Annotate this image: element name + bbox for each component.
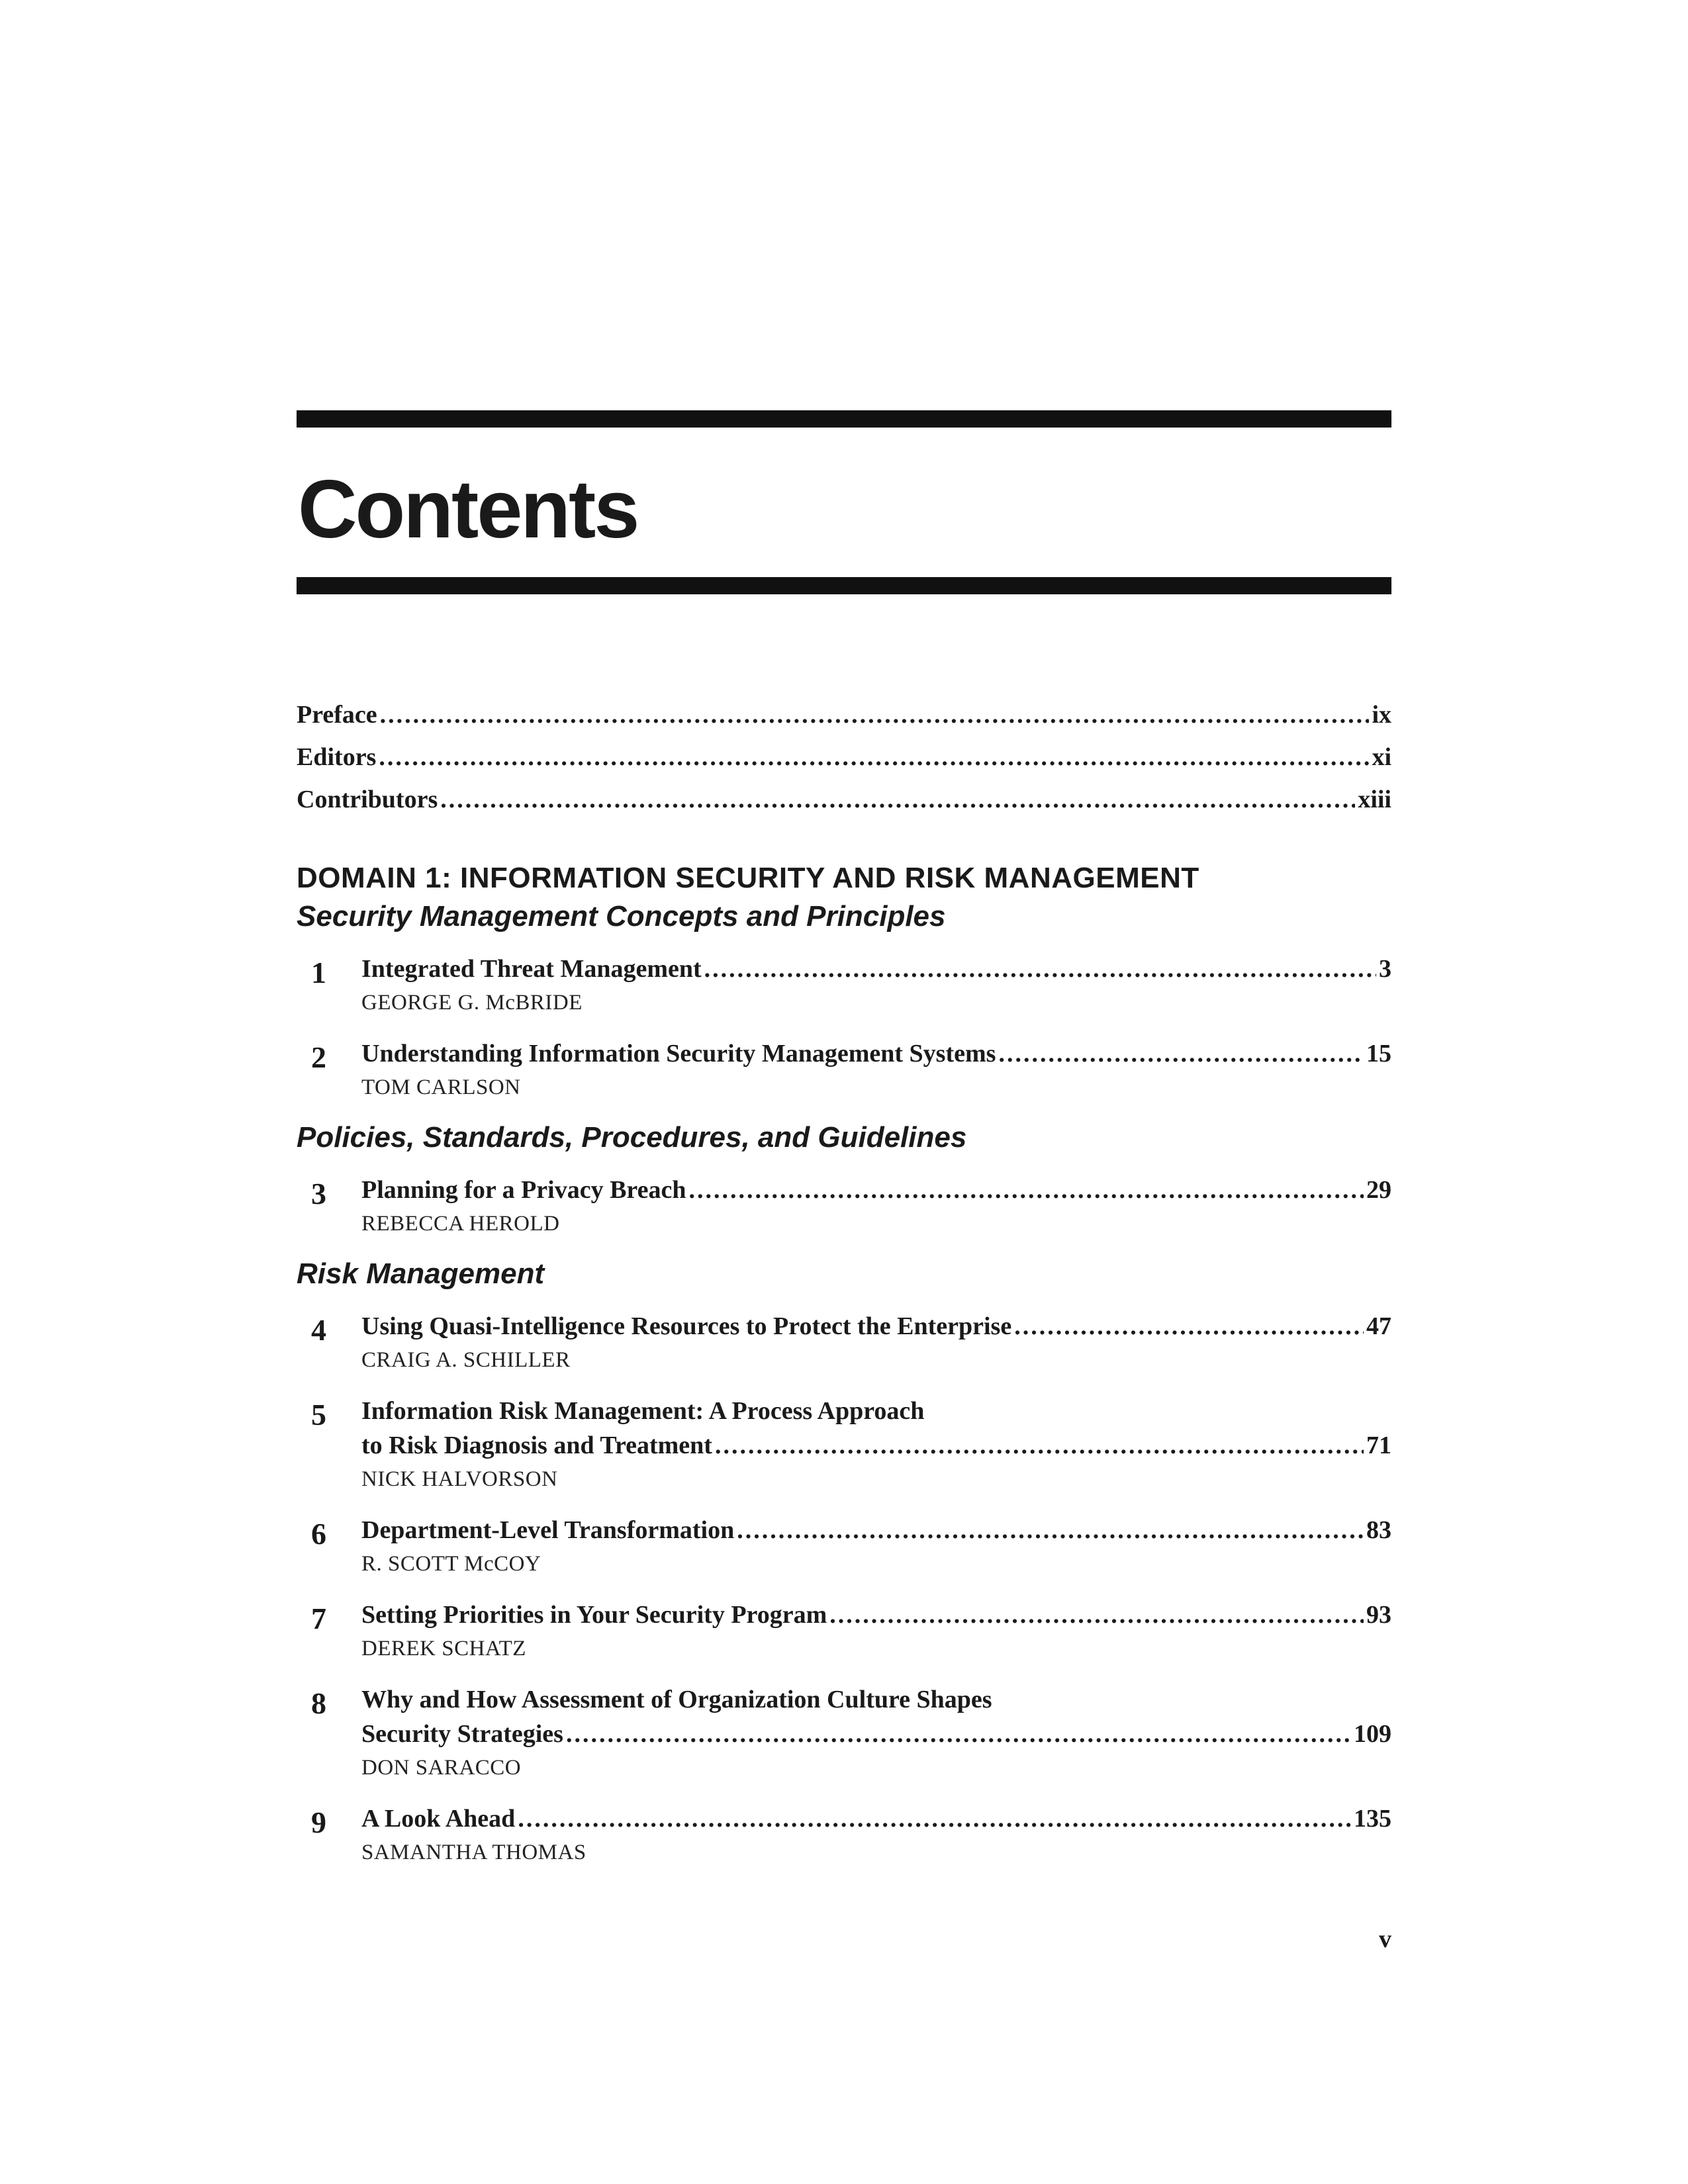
toc-entry-page: xi — [1372, 743, 1391, 771]
dot-leader — [688, 1173, 1364, 1207]
domain-heading: DOMAIN 1: INFORMATION SECURITY AND RISK MANAGEMENT — [297, 862, 1199, 894]
chapter-author: DEREK SCHATZ — [361, 1637, 526, 1661]
dot-leader — [829, 1598, 1364, 1632]
chapter-author: GEORGE G. McBRIDE — [361, 991, 583, 1015]
chapter-entry-9[interactable] — [297, 1801, 1391, 1869]
chapter-title-line — [361, 1598, 1391, 1632]
chapter-author: SAMANTHA THOMAS — [361, 1841, 586, 1864]
chapter-title: Planning for a Privacy Breach — [361, 1176, 686, 1204]
chapter-page: 135 — [1354, 1805, 1391, 1833]
dot-leader — [704, 952, 1376, 986]
chapter-entry-1[interactable] — [297, 952, 1391, 1019]
section-heading: Risk Management — [297, 1257, 545, 1290]
chapter-title: Using Quasi-Intelligence Resources to Protect the Enterprise — [361, 1312, 1012, 1340]
page-number: v — [1379, 1925, 1391, 1953]
chapter-number: 3 — [311, 1177, 326, 1210]
chapter-title-first-line: Information Risk Management: A Process Approach — [361, 1397, 925, 1425]
chapter-title: Integrated Threat Management — [361, 955, 702, 983]
chapter-page: 47 — [1366, 1312, 1391, 1340]
chapter-entry-2[interactable] — [297, 1036, 1391, 1104]
chapter-number: 5 — [311, 1398, 326, 1432]
dot-leader — [998, 1036, 1364, 1071]
chapter-page: 15 — [1366, 1040, 1391, 1068]
dot-leader — [566, 1717, 1351, 1751]
chapter-page: 109 — [1354, 1720, 1391, 1748]
chapter-entry-6[interactable] — [297, 1513, 1391, 1580]
top-rule — [297, 410, 1391, 428]
toc-entry-title: Editors — [297, 743, 377, 771]
chapter-author: R. SCOTT McCOY — [361, 1552, 541, 1576]
chapter-title-line — [361, 952, 1391, 986]
chapter-title: A Look Ahead — [361, 1805, 516, 1833]
chapter-number: 4 — [311, 1313, 326, 1347]
section-heading: Security Management Concepts and Principles — [297, 900, 946, 933]
chapter-author: CRAIG A. SCHILLER — [361, 1348, 571, 1372]
contents-page — [297, 410, 1391, 1869]
chapter-title-line — [361, 1513, 1391, 1547]
chapter-title-first-line: Why and How Assessment of Organization Culture Shapes — [361, 1686, 992, 1713]
chapter-title: Understanding Information Security Management Systems — [361, 1040, 996, 1068]
chapter-title: Department-Level Transformation — [361, 1516, 735, 1544]
dot-leader — [1014, 1309, 1364, 1343]
chapter-entry-5[interactable] — [297, 1394, 1391, 1496]
chapter-title: Setting Priorities in Your Security Program — [361, 1601, 827, 1629]
dot-leader — [715, 1428, 1364, 1463]
chapter-number: 2 — [311, 1040, 326, 1074]
bottom-rule — [297, 577, 1391, 594]
chapter-title-line — [361, 1717, 1391, 1751]
dot-leader — [379, 736, 1369, 778]
chapter-entry-4[interactable] — [297, 1309, 1391, 1377]
chapter-number: 7 — [311, 1602, 326, 1635]
toc-entry-contributors[interactable] — [297, 778, 1391, 821]
toc-entry-editors[interactable] — [297, 736, 1391, 778]
front-matter-list — [297, 694, 1391, 821]
page-title: Contents — [298, 464, 638, 555]
dot-leader — [518, 1801, 1351, 1836]
chapter-page: 93 — [1366, 1601, 1391, 1629]
chapter-entry-3[interactable] — [297, 1173, 1391, 1240]
chapter-title-line — [361, 1428, 1391, 1463]
toc-entry-page: ix — [1372, 701, 1391, 729]
chapter-title-line — [361, 1309, 1391, 1343]
chapter-number: 6 — [311, 1517, 326, 1551]
chapter-page: 83 — [1366, 1516, 1391, 1544]
chapter-page: 29 — [1366, 1176, 1391, 1204]
chapter-entry-7[interactable] — [297, 1598, 1391, 1665]
toc-entry-title: Preface — [297, 701, 377, 729]
toc-entry-preface[interactable] — [297, 694, 1391, 736]
chapter-author: NICK HALVORSON — [361, 1467, 558, 1491]
chapter-title: Security Strategies — [361, 1720, 563, 1748]
chapter-author: REBECCA HEROLD — [361, 1212, 560, 1236]
chapter-number: 9 — [311, 1805, 326, 1839]
chapter-author: DON SARACCO — [361, 1756, 522, 1780]
chapter-page: 3 — [1379, 955, 1391, 983]
chapter-number: 8 — [311, 1686, 326, 1720]
chapter-title-line — [361, 1036, 1391, 1071]
chapter-author: TOM CARLSON — [361, 1075, 521, 1099]
chapter-page: 71 — [1366, 1432, 1391, 1459]
dot-leader — [440, 778, 1355, 821]
toc-entry-page: xiii — [1358, 786, 1391, 813]
chapter-number: 1 — [311, 956, 326, 989]
dot-leader — [737, 1513, 1364, 1547]
dot-leader — [380, 694, 1370, 736]
chapter-title-line — [361, 1173, 1391, 1207]
toc-entry-title: Contributors — [297, 786, 438, 813]
section-heading: Policies, Standards, Procedures, and Guidelines — [297, 1121, 967, 1154]
chapter-entry-8[interactable] — [297, 1682, 1391, 1784]
chapter-title: to Risk Diagnosis and Treatment — [361, 1432, 712, 1459]
chapter-title-line — [361, 1801, 1391, 1836]
